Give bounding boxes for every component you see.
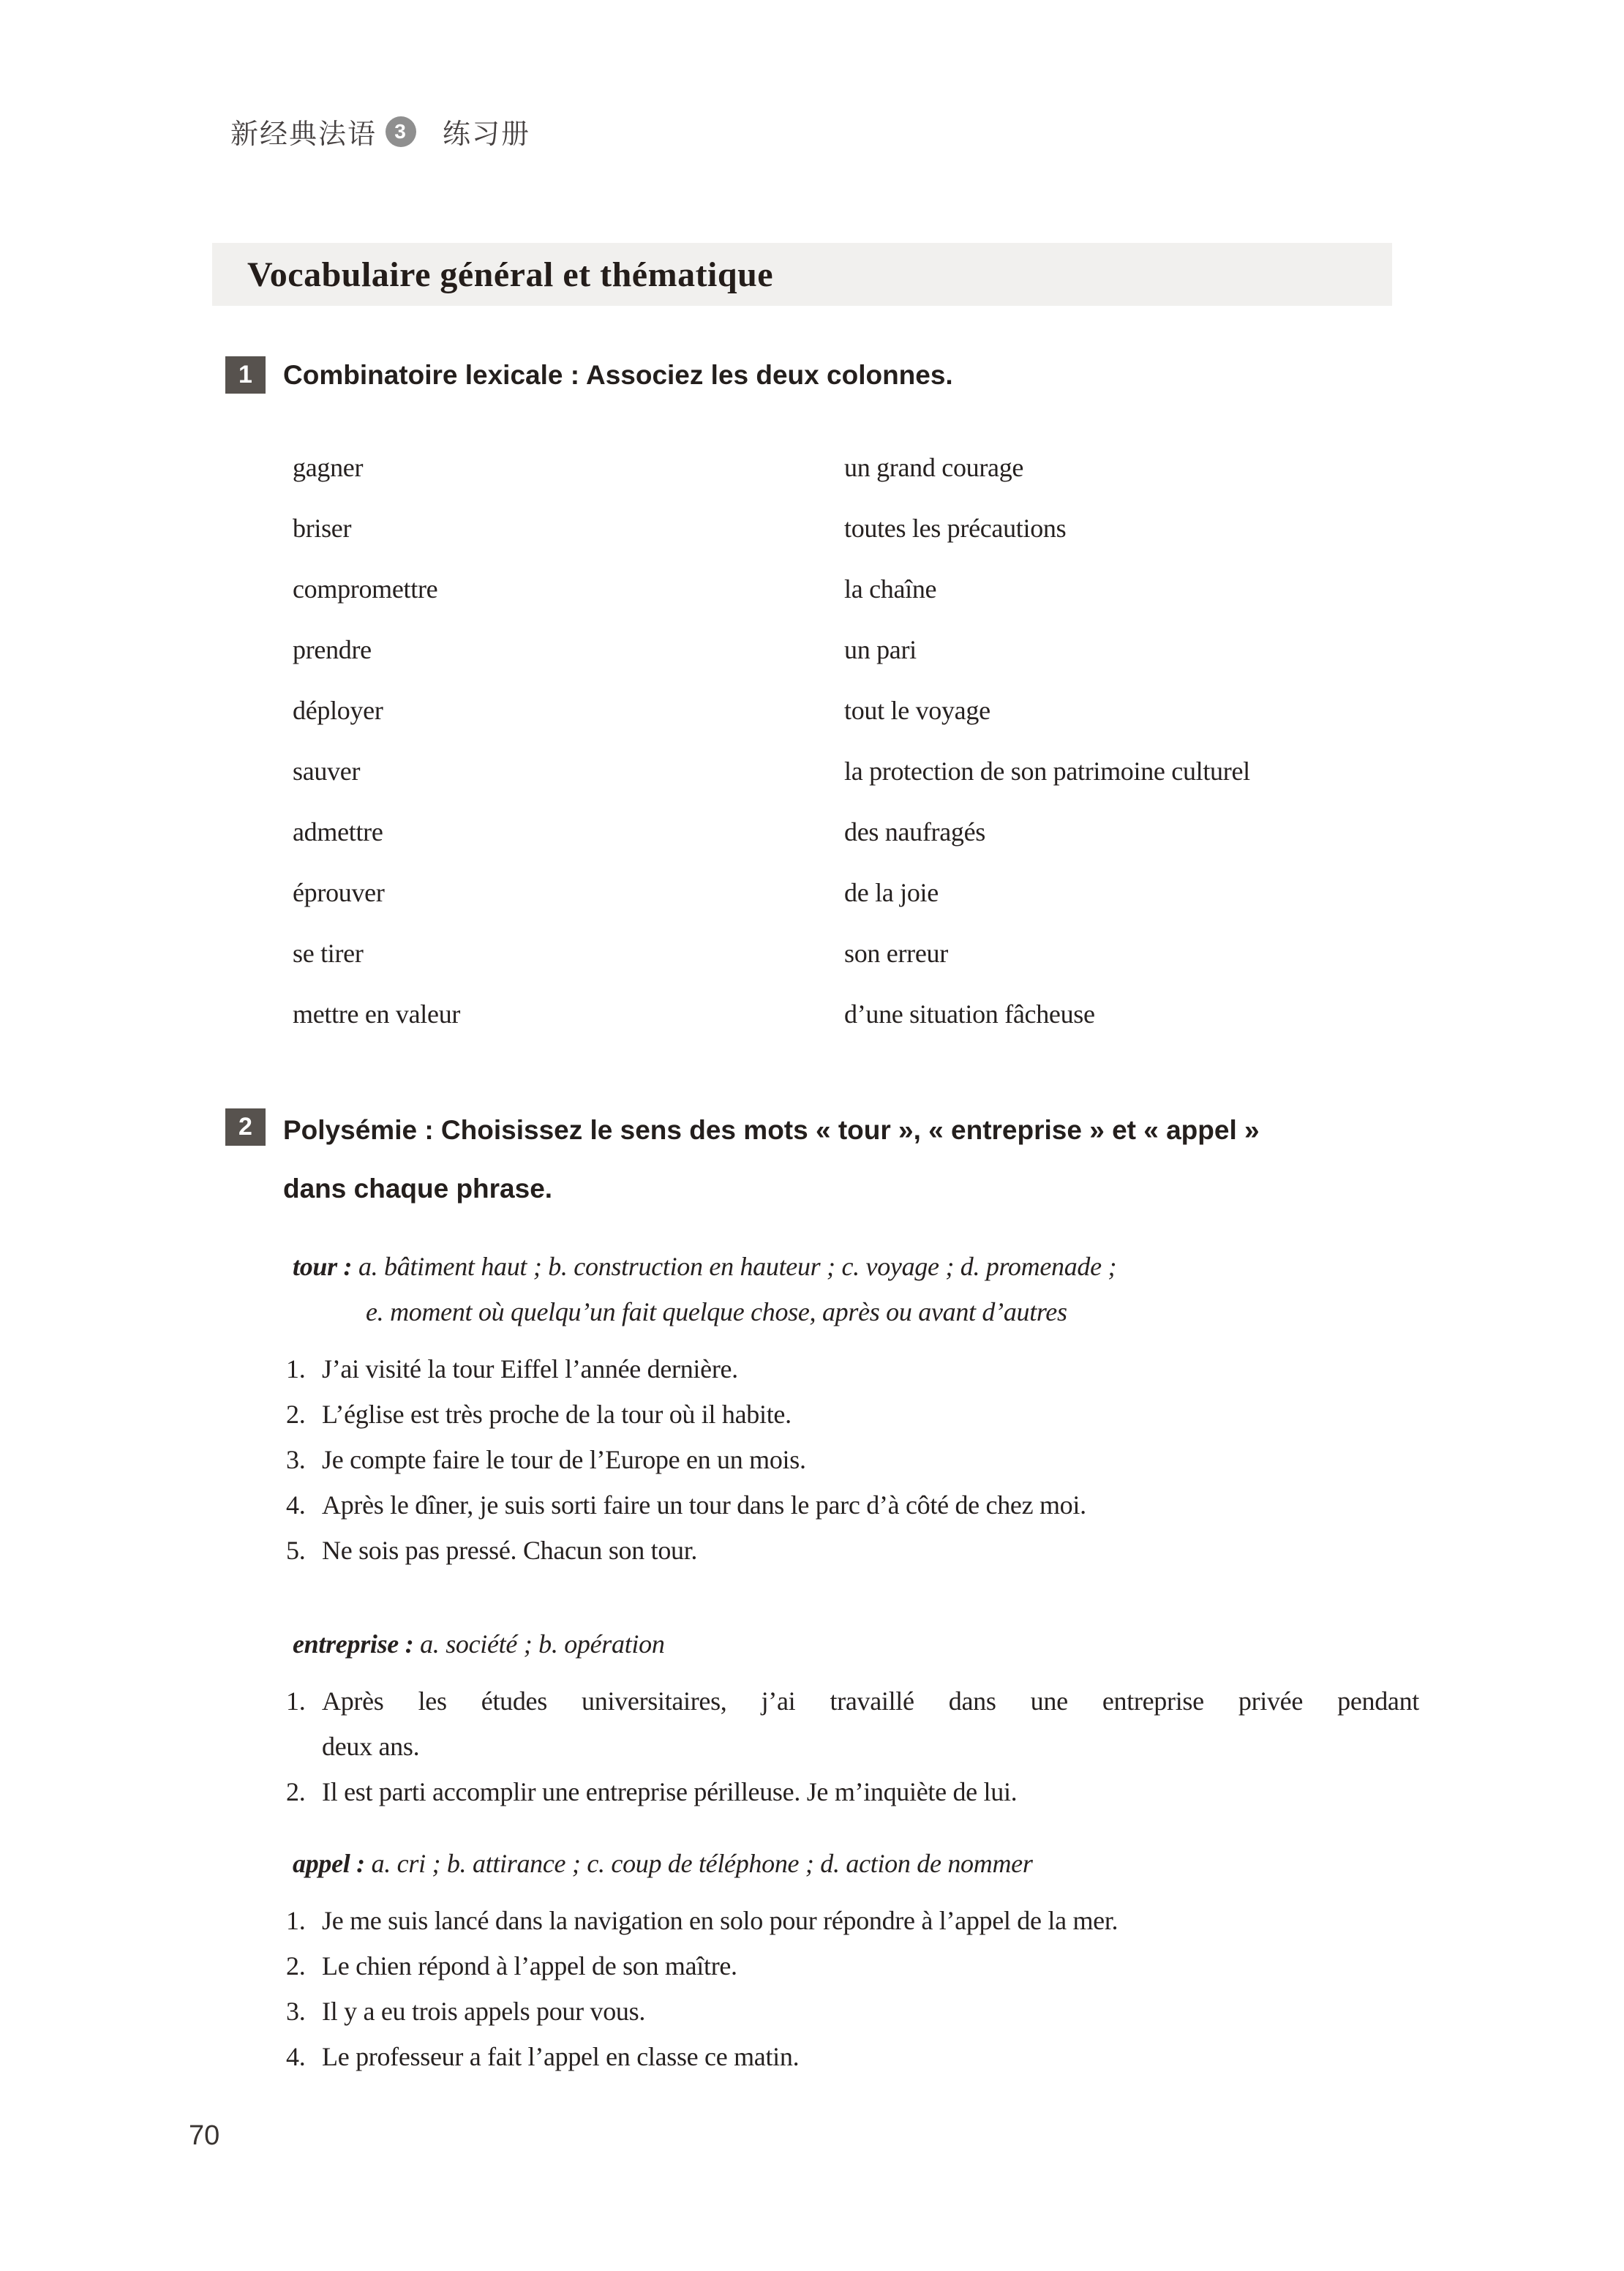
list-item [286,1769,1419,1814]
match-left-term: sauver [293,757,361,786]
item-number: 2. [286,1400,306,1429]
entreprise-sentences [286,1678,1419,1814]
match-right-term: d’une situation fâcheuse [844,999,1095,1029]
list-item [286,1943,1419,1989]
tour-word-label: tour : [293,1252,353,1281]
item-number: 3. [286,1445,306,1474]
item-text: Je compte faire le tour de l’Europe en un mois. [322,1445,806,1474]
volume-badge: 3 [386,116,416,147]
item-number: 1. [286,1686,306,1716]
match-right-term: son erreur [844,939,948,968]
section-banner [212,243,1392,306]
exercise2-title-line1: Polysémie : Choisissez le sens des mots « tour », « entreprise » et « appel » [283,1115,1260,1145]
item-text: J’ai visité la tour Eiffel l’année dernière. [322,1354,738,1384]
appel-group [286,1841,1419,2079]
match-left-term: se tirer [293,939,364,968]
list-item [286,1346,1419,1392]
item-text: Il est parti accomplir une entreprise périlleuse. Je m’inquiète de lui. [322,1777,1018,1806]
matching-pair-row [293,574,1412,634]
match-right-term: la chaîne [844,574,937,604]
matching-pair-row [293,817,1412,877]
match-left-term: gagner [293,453,364,482]
appel-definitions-text: a. cri ; b. attirance ; c. coup de téléphone ; d. action de nommer [371,1849,1033,1878]
match-left-term: admettre [293,817,383,847]
exercise1-number-box: 1 [225,356,266,394]
matching-pair-row [293,695,1412,756]
entreprise-definitions-line [286,1621,1419,1667]
item-number: 4. [286,1490,306,1520]
tour-definitions-line2: e. moment où quelqu’un fait quelque chose, après ou avant d’autres [366,1297,1067,1326]
list-item [286,1392,1419,1437]
tour-group [286,1244,1419,1573]
appel-sentences [286,1898,1419,2079]
item-text: L’église est très proche de la tour où il habite. [322,1400,792,1429]
match-right-term: des naufragés [844,817,986,847]
match-left-term: compromettre [293,574,438,604]
list-item [286,2034,1419,2079]
entreprise-word-label: entreprise : [293,1629,414,1659]
matching-pair-row [293,513,1412,574]
item-text-line1: Après les études universitaires, j’ai travaillé dans une entreprise privée pendant [322,1686,1419,1716]
matching-pair-row [293,634,1412,695]
item-number: 5. [286,1536,306,1565]
match-right-term: un pari [844,635,917,664]
match-left-term: éprouver [293,878,385,907]
entreprise-definitions-text: a. société ; b. opération [420,1629,665,1659]
item-number: 4. [286,2042,306,2071]
match-right-term: de la joie [844,878,939,907]
matching-pair-row [293,938,1412,999]
match-left-term: mettre en valeur [293,999,461,1029]
item-text: Après le dîner, je suis sorti faire un tour dans le parc d’à côté de chez moi. [322,1490,1086,1520]
running-head-series: 新经典法语 [230,119,377,150]
list-item [286,1528,1419,1573]
running-head [230,111,530,151]
matching-pair-row [293,452,1412,513]
matching-pair-row [293,999,1412,1059]
match-right-term: la protection de son patrimoine culturel [844,757,1250,786]
matching-columns [293,452,1412,1059]
item-number: 1. [286,1906,306,1935]
match-right-term: tout le voyage [844,696,990,725]
item-number: 3. [286,1997,306,2026]
list-item [286,1437,1419,1482]
item-text-line2: deux ans. [322,1732,420,1761]
tour-sentences [286,1346,1419,1573]
exercise2-title-line2: dans chaque phrase. [283,1174,553,1204]
match-left-term: déployer [293,696,383,725]
appel-word-label: appel : [293,1849,365,1878]
list-item [286,1678,1419,1769]
exercise1-title: Combinatoire lexicale : Associez les deux colonnes. [283,360,953,390]
exercise2-title [283,1101,1260,1218]
entreprise-group [286,1621,1419,1814]
list-item [286,1898,1419,1943]
list-item [286,1989,1419,2034]
matching-pair-row [293,877,1412,938]
exercise2-number-box: 2 [225,1108,266,1146]
item-number: 1. [286,1354,306,1384]
running-head-book-type: 练习册 [443,119,531,150]
match-left-term: prendre [293,635,372,664]
section-title: Vocabulaire général et thématique [247,255,774,294]
matching-pair-row [293,756,1412,817]
item-text: Ne sois pas pressé. Chacun son tour. [322,1536,698,1565]
item-text: Le chien répond à l’appel de son maître. [322,1951,737,1981]
match-right-term: toutes les précautions [844,514,1067,543]
list-item [286,1482,1419,1528]
page-number: 70 [189,2120,220,2151]
item-text: Le professeur a fait l’appel en classe ce matin. [322,2042,800,2071]
match-left-term: briser [293,514,352,543]
tour-definitions-text: a. bâtiment haut ; b. construction en hauteur ; c. voyage ; d. promenade ; [358,1252,1117,1281]
item-text: Il y a eu trois appels pour vous. [322,1997,646,2026]
item-number: 2. [286,1777,306,1806]
item-number: 2. [286,1951,306,1981]
item-text: Je me suis lancé dans la navigation en solo pour répondre à l’appel de la mer. [322,1906,1119,1935]
item-text [322,1678,1419,1769]
appel-definitions-line [286,1841,1419,1886]
match-right-term: un grand courage [844,453,1024,482]
tour-definitions-line1 [286,1244,1419,1289]
